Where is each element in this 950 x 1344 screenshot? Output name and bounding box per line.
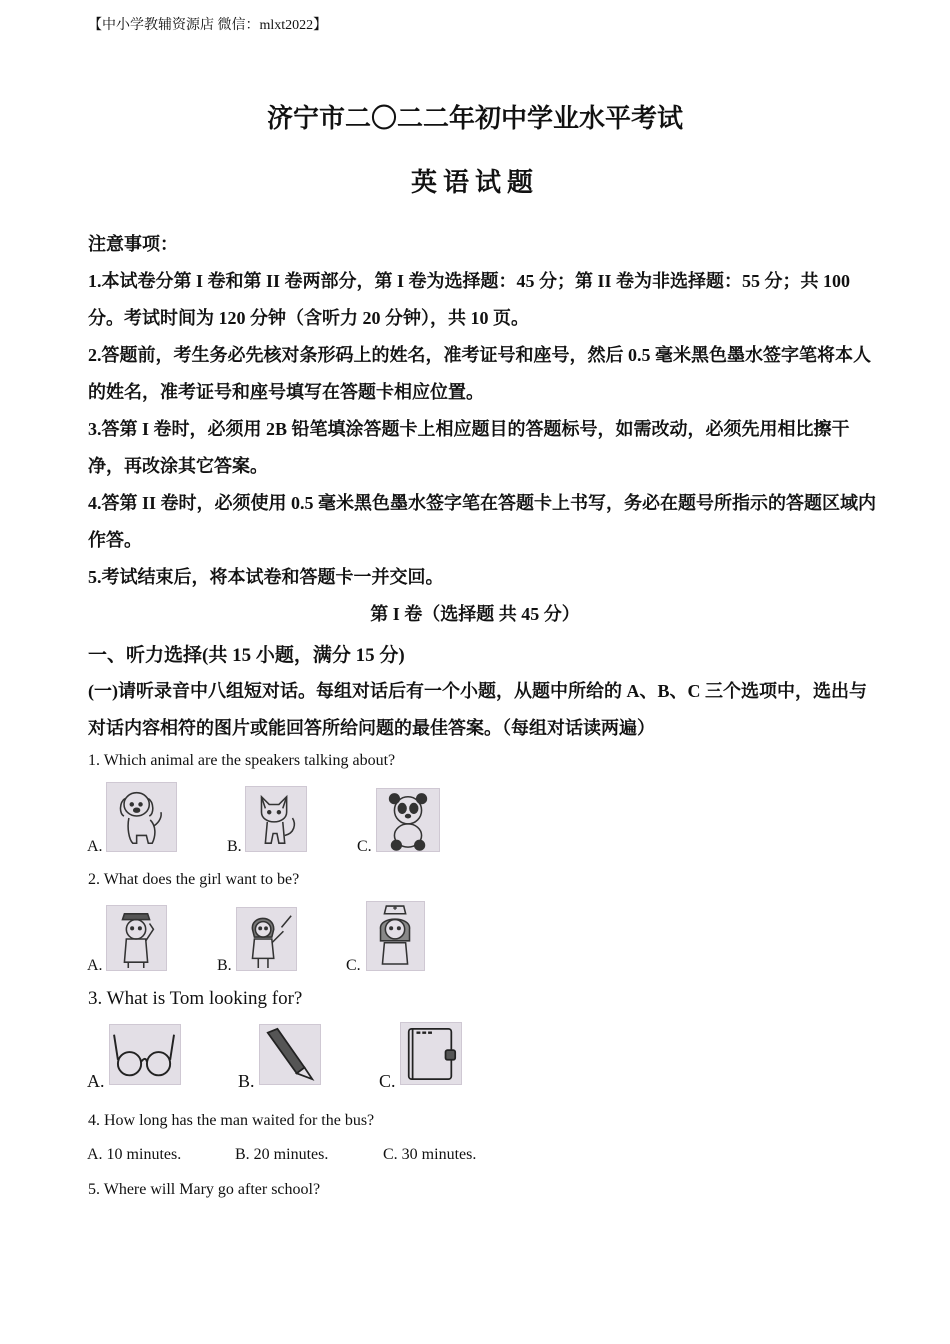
option-b-label: B.: [217, 957, 232, 974]
section-heading: 第 I 卷（选择题 共 45 分）: [370, 604, 580, 624]
panda-icon: [376, 788, 440, 852]
answer-option-a: A. 10 minutes.: [87, 1146, 182, 1163]
teacher-icon: [236, 907, 297, 971]
note-item: 3.答第 I 卷时，必须用 2B 铅笔填涂答题卡上相应题目的答题标号，如需改动，必须先用相比擦干净，再改涂其它答案。: [88, 419, 850, 476]
part-heading: 一、听力选择(共 15 小题，满分 15 分): [88, 645, 405, 666]
notes-section: [88, 226, 878, 596]
soldier-icon: [106, 905, 167, 971]
question-3: 3. What is Tom looking for?: [88, 988, 303, 1009]
option-c-label: C.: [379, 1071, 396, 1091]
note-item: 4.答第 II 卷时，必须使用 0.5 毫米黑色墨水签字笔在答题卡上书写，务必在题号所指示的答题区域内作答。: [88, 493, 877, 550]
option-c-label: C.: [357, 838, 372, 855]
option-b-label: B.: [227, 838, 242, 855]
notebook-icon: [400, 1022, 462, 1085]
option-a-label: A.: [87, 957, 103, 974]
question-2: 2. What does the girl want to be?: [88, 871, 300, 888]
instruction: (一)请听录音中八组短对话。每组对话后有一个小题，从题中所给的 A、B、C 三个选项中，选出与对话内容相符的图片或能回答所给问题的最佳答案。（每组对话读两遍）: [88, 681, 867, 738]
dog-icon: [106, 782, 177, 852]
option-c-label: C.: [346, 957, 361, 974]
question-4: 4. How long has the man waited for the bus?: [88, 1112, 375, 1129]
subject-title: 英语试题: [410, 168, 539, 197]
option-b-label: B.: [238, 1071, 255, 1091]
note-item: 1.本试卷分第 I 卷和第 II 卷两部分，第 I 卷为选择题：45 分；第 II 卷为非选择题：55 分；共 100 分。考试时间为 120 分钟（含听力 20 分钟），共 10 页。: [88, 271, 851, 328]
question-1: 1. Which animal are the speakers talking about?: [88, 752, 396, 769]
note-item: 5.考试结束后，将本试卷和答题卡一并交回。: [88, 567, 444, 587]
pen-icon: [259, 1024, 321, 1085]
watermark: 【中小学教辅资源店 微信：mlxt2022】: [88, 18, 328, 33]
option-a-label: A.: [87, 838, 103, 855]
notes-heading: 注意事项：: [88, 234, 178, 254]
answer-option-c: C. 30 minutes.: [383, 1146, 477, 1163]
option-a-label: A.: [87, 1071, 105, 1091]
note-item: 2.答题前，考生务必先核对条形码上的姓名，准考证号和座号，然后 0.5 毫米黑色墨水签字笔将本人的姓名，准考证号和座号填写在答题卡相应位置。: [88, 345, 871, 402]
glasses-icon: [109, 1024, 181, 1085]
answer-option-b: B. 20 minutes.: [235, 1146, 329, 1163]
cat-icon: [245, 786, 307, 852]
exam-title: 济宁市二〇二二年初中学业水平考试: [266, 104, 683, 133]
question-5: 5. Where will Mary go after school?: [88, 1181, 321, 1198]
nurse-icon: [366, 901, 425, 971]
